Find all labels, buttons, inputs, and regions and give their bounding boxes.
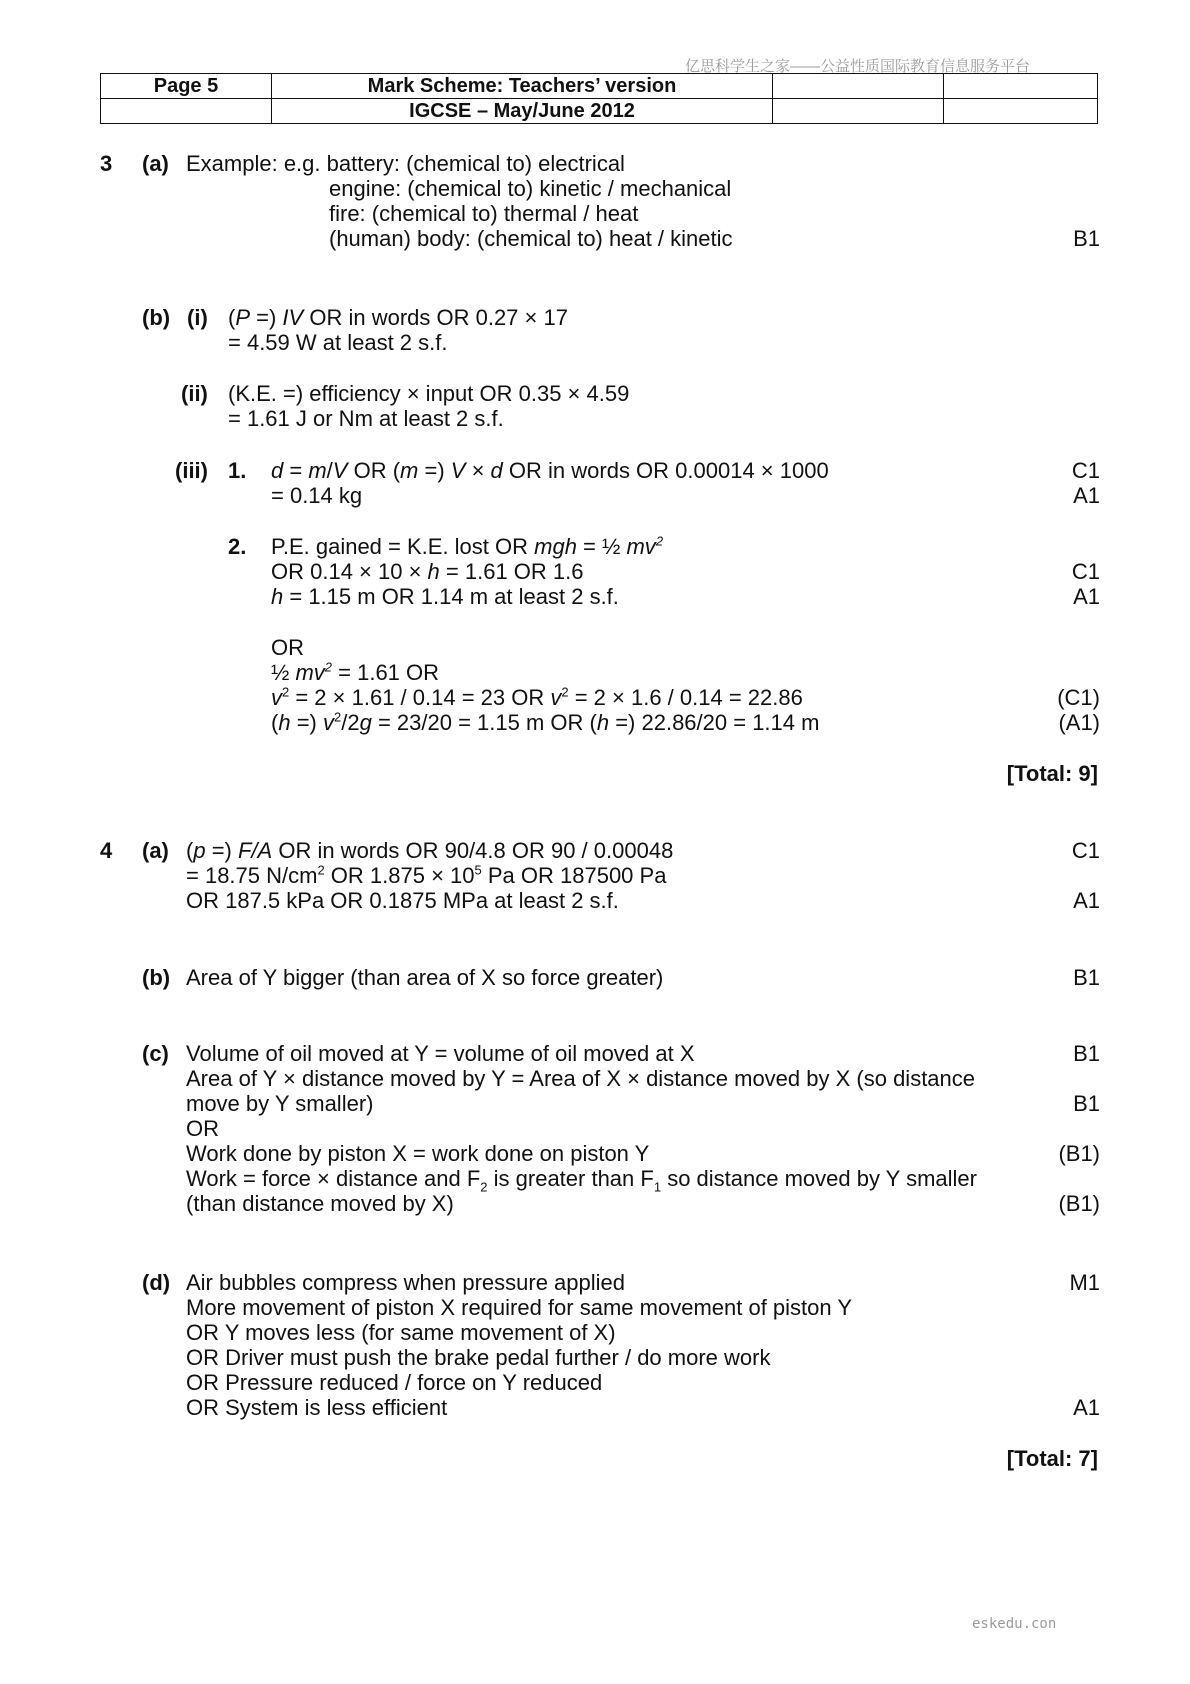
s2-line2b: = 1.61 OR 1.6	[439, 559, 584, 584]
q3biii-1-mark2: A1	[1073, 483, 1100, 508]
q4c-l6a: Work = force × distance and F	[186, 1166, 481, 1191]
q3-alt-mark1: (C1)	[1057, 685, 1100, 710]
q3biii-1-line2: = 0.14 kg	[271, 483, 363, 508]
var-v: V	[332, 458, 348, 483]
header-empty-4	[773, 99, 944, 124]
q4c-mark3: (B1)	[1058, 1141, 1100, 1166]
header-empty-3	[101, 99, 272, 124]
alt-l3d: = 23/20 = 1.15 m OR (	[371, 710, 597, 735]
q4-total: [Total: 7]	[1006, 1446, 1098, 1471]
var-h2: h	[271, 584, 284, 609]
header-page: Page 5	[101, 74, 272, 99]
var-iv: IV	[282, 305, 304, 330]
s2-line2a: OR 0.14 × 10 ×	[271, 559, 428, 584]
s1-times: ×	[465, 458, 491, 483]
var-fa: F/A	[237, 838, 273, 863]
alt-l2a: = 2 × 1.61 / 0.14 = 23 OR	[289, 685, 551, 710]
q4c-line7: (than distance moved by X)	[186, 1191, 454, 1216]
q4d-line4: OR Driver must push the brake pedal further / do more work	[186, 1345, 771, 1370]
alt-l3c: /2	[341, 710, 360, 735]
q3a-label: (a)	[142, 151, 169, 176]
q4a-line2	[186, 863, 666, 888]
q3a-line4: (human) body: (chemical to) heat / kinetic	[329, 226, 733, 251]
header-exam: IGCSE – May/June 2012	[272, 99, 773, 124]
header-empty-1	[773, 74, 944, 99]
q4-number: 4	[100, 838, 113, 863]
q4c-line2: Area of Y × distance moved by Y = Area of X × distance moved by X (so distance	[186, 1066, 976, 1091]
q3biii-1-mark1: C1	[1071, 458, 1100, 483]
var-h-alt2: h	[596, 710, 610, 735]
sup-2: 2	[324, 659, 333, 675]
q4a-l2a: = 18.75 N/cm	[186, 863, 318, 888]
sup-2: 2	[282, 684, 290, 700]
q3biii-2-line2	[271, 559, 584, 584]
q3biii-2-line3	[271, 584, 619, 609]
s2-half: = ½	[576, 534, 627, 559]
sup-2: 2	[655, 533, 664, 549]
q3biii-1-label: 1.	[228, 458, 247, 483]
var-p: P	[235, 305, 251, 330]
q3a-line1: Example: e.g. battery: (chemical to) electrical	[186, 151, 625, 176]
watermark-top: 亿思科学生之家——公益性质国际教育信息服务平台	[685, 58, 1031, 75]
var-v-alt1: v	[271, 685, 282, 710]
q4a-l2c: Pa OR 187500 Pa	[481, 863, 667, 888]
s1-mid: OR (	[353, 458, 401, 483]
alt-l2b: = 2 × 1.6 / 0.14 = 22.86	[568, 685, 803, 710]
q3-number: 3	[100, 151, 113, 176]
q3b-label: (b)	[142, 305, 171, 330]
var-v-alt3: v	[322, 710, 334, 735]
alt-l3e: =) 22.86/20 = 1.14 m	[609, 710, 820, 735]
q4a-mark1: C1	[1071, 838, 1100, 863]
header-table	[100, 73, 1098, 124]
var-d2: d	[490, 458, 503, 483]
q4d-label: (d)	[142, 1270, 171, 1295]
q4a-l1a: (	[186, 838, 194, 863]
sup-5: 5	[474, 862, 482, 878]
alt-half: ½	[271, 660, 296, 685]
q3-alt-line1	[271, 660, 439, 685]
q4c-line6	[186, 1166, 977, 1195]
q4c-line1: Volume of oil moved at Y = volume of oil moved at X	[186, 1041, 695, 1066]
q4d-line1: Air bubbles compress when pressure applied	[186, 1270, 626, 1295]
q4d-line5: OR Pressure reduced / force on Y reduced	[186, 1370, 603, 1395]
var-mv: mv	[626, 534, 656, 559]
q3-alt-mark2: (A1)	[1058, 710, 1100, 735]
q4b-mark: B1	[1073, 965, 1100, 990]
q3biii-2-label: 2.	[228, 534, 247, 559]
var-g: g	[359, 710, 372, 735]
q3-alt-line3	[271, 710, 819, 735]
q4c-mark1: B1	[1073, 1041, 1100, 1066]
q4d-line6: OR System is less efficient	[186, 1395, 448, 1420]
sup-2: 2	[561, 684, 569, 700]
q4d-line3: OR Y moves less (for same movement of X)	[186, 1320, 616, 1345]
q3biii-label: (iii)	[175, 458, 208, 483]
header-title: Mark Scheme: Teachers’ version	[272, 74, 773, 99]
q4a-line3: OR 187.5 kPa OR 0.1875 MPa at least 2 s.f.	[186, 888, 619, 913]
q3biii-2-mark1: C1	[1071, 559, 1100, 584]
q4c-l6c: so distance moved by Y smaller	[661, 1166, 977, 1191]
alt-l1: = 1.61 OR	[332, 660, 440, 685]
q3biii-1-line1: d = m/V OR (m =) V × d OR in words OR 0.00014 × 1000	[271, 458, 829, 483]
q3a-mark: B1	[1073, 226, 1100, 251]
q3bi-line2: = 4.59 W at least 2 s.f.	[228, 330, 448, 355]
watermark-bottom: eskedu.con	[972, 1616, 1057, 1632]
q3a-line2: engine: (chemical to) kinetic / mechanical	[329, 176, 732, 201]
q4c-mark4: (B1)	[1058, 1191, 1100, 1216]
q3bi-line1: (P =) IV OR in words OR 0.27 × 17	[228, 305, 568, 330]
q3bi-line1-rest: OR in words OR 0.27 × 17	[309, 305, 568, 330]
q4c-l6b: is greater than F	[487, 1166, 654, 1191]
s2-line3: = 1.15 m OR 1.14 m at least 2 s.f.	[283, 584, 619, 609]
var-v-alt2: v	[550, 685, 562, 710]
s2-line1a: P.E. gained = K.E. lost OR	[271, 534, 535, 559]
q3bii-label: (ii)	[181, 381, 208, 406]
var-h-alt1: h	[278, 710, 291, 735]
q4a-mark2: A1	[1073, 888, 1100, 913]
s1-tail: OR in words OR 0.00014 × 1000	[502, 458, 829, 483]
q4a-line1	[186, 838, 673, 863]
q3bii-line2: = 1.61 J or Nm at least 2 s.f.	[228, 406, 504, 431]
q4d-mark2: A1	[1073, 1395, 1100, 1420]
q4c-mark2: B1	[1073, 1091, 1100, 1116]
q4d-line2: More movement of piston X required for same movement of piston Y	[186, 1295, 853, 1320]
q4a-l1c: OR in words OR 90/4.8 OR 90 / 0.00048	[272, 838, 674, 863]
q3-alt-line2	[271, 685, 803, 710]
var-m2: m	[400, 458, 419, 483]
sub-1: 1	[653, 1179, 662, 1195]
var-mgh: mgh	[534, 534, 577, 559]
var-m: m	[308, 458, 327, 483]
alt-l3b: =)	[290, 710, 323, 735]
sup-2: 2	[317, 862, 325, 878]
q3-alt-or: OR	[271, 635, 304, 660]
s1-eqv: =)	[418, 458, 451, 483]
q4c-line3: move by Y smaller)	[186, 1091, 374, 1116]
q4c-label: (c)	[142, 1041, 169, 1066]
var-p4: p	[193, 838, 206, 863]
q4a-l2b: OR 1.875 × 10	[324, 863, 475, 888]
var-h: h	[427, 559, 440, 584]
header-empty-5	[944, 99, 1098, 124]
q4b-label: (b)	[142, 965, 171, 990]
header-empty-2	[944, 74, 1098, 99]
q4c-line4: OR	[186, 1116, 219, 1141]
q4a-label: (a)	[142, 838, 169, 863]
sub-2: 2	[480, 1179, 488, 1195]
q3biii-2-mark2: A1	[1073, 584, 1100, 609]
q3-total: [Total: 9]	[1006, 761, 1098, 786]
q4d-mark1: M1	[1069, 1270, 1100, 1295]
q3bi-label: (i)	[187, 305, 208, 330]
q4b-line: Area of Y bigger (than area of X so force greater)	[186, 965, 664, 990]
q3bii-line1: (K.E. =) efficiency × input OR 0.35 × 4.59	[228, 381, 630, 406]
sup-2: 2	[333, 709, 342, 725]
alt-l3a: (	[271, 710, 279, 735]
q3biii-2-line1	[271, 534, 663, 559]
var-mv-alt: mv	[295, 660, 325, 685]
q4c-line5: Work done by piston X = work done on piston Y	[186, 1141, 650, 1166]
q3a-line3: fire: (chemical to) thermal / heat	[329, 201, 639, 226]
var-d: d	[271, 458, 284, 483]
q4a-l1b: =)	[205, 838, 238, 863]
var-v2: V	[450, 458, 466, 483]
